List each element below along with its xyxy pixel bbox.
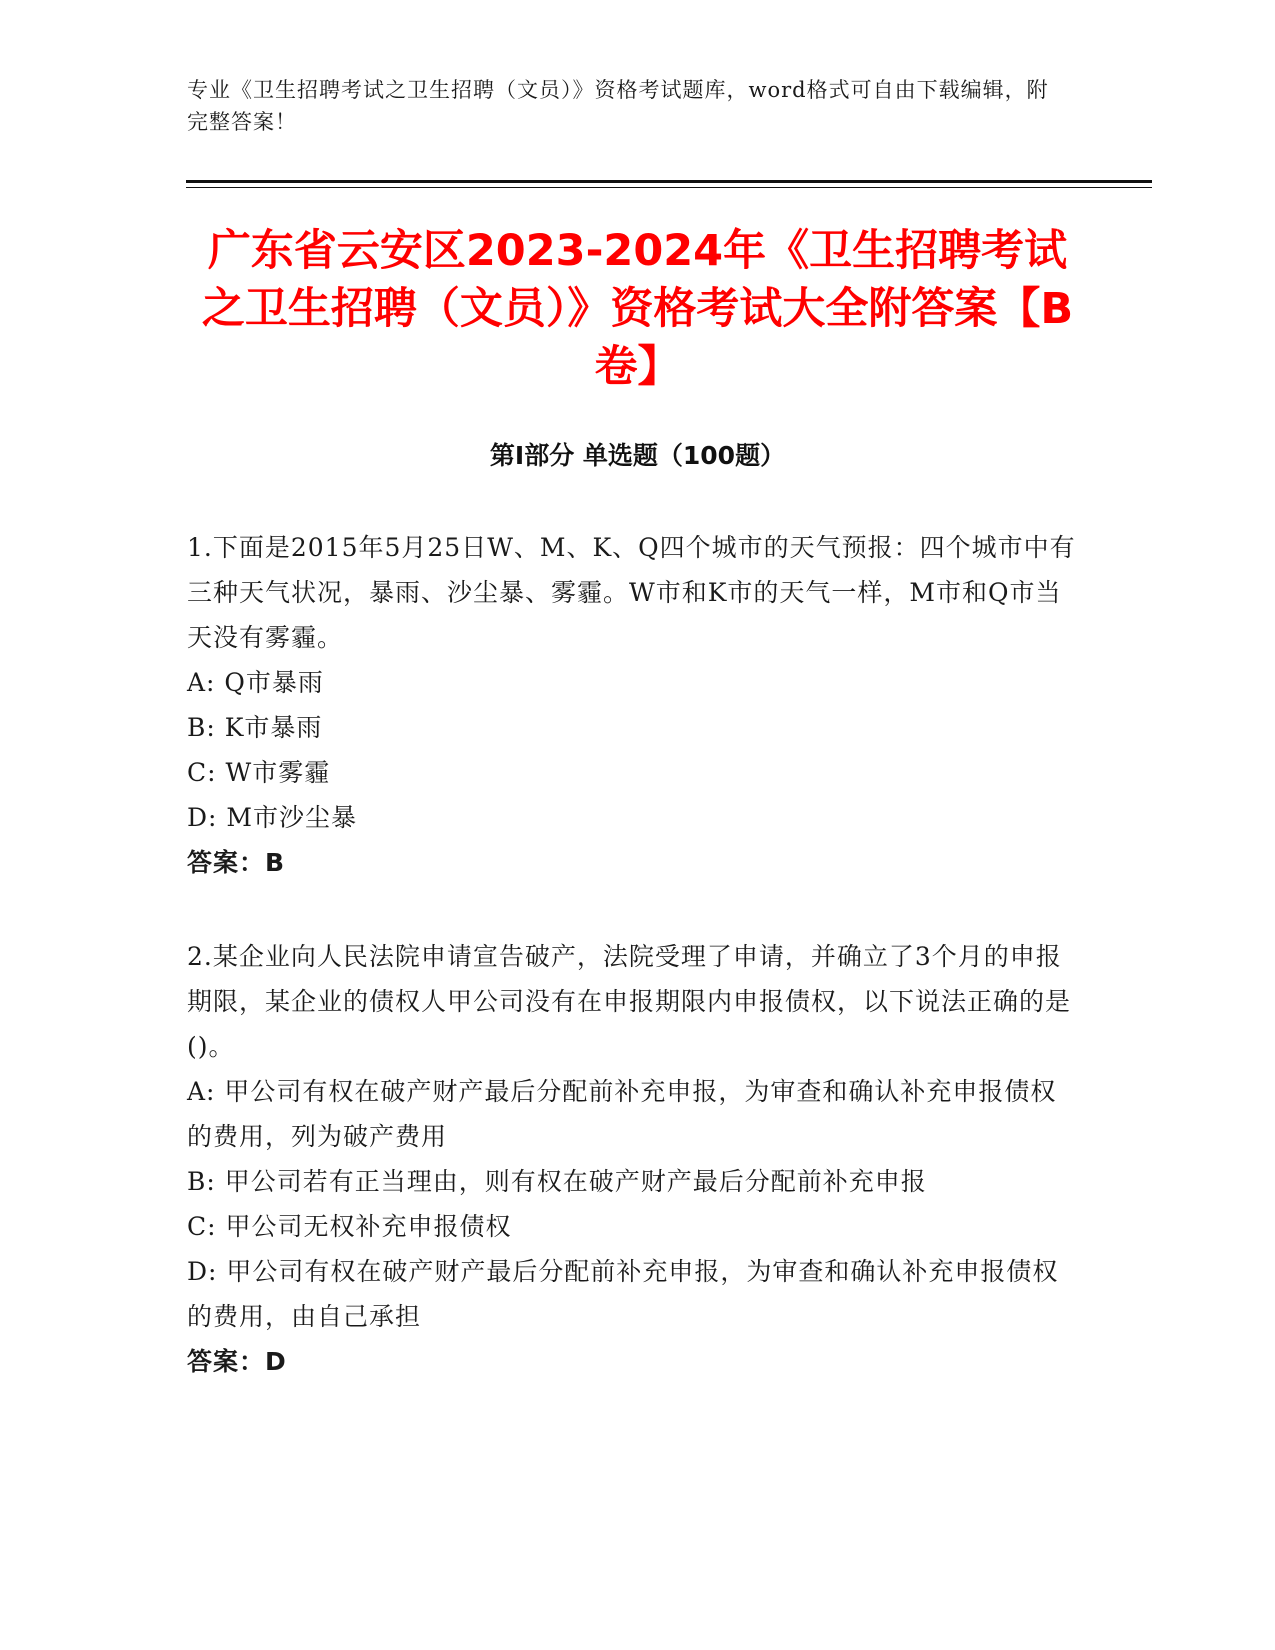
option-b: B: 甲公司若有正当理由，则有权在破产财产最后分配前补充申报 [187,1167,927,1196]
document-title: 广东省云安区2023-2024年《卫生招聘考试之卫生招聘（文员）》资格考试大全附答案【B卷】 [201,226,1074,392]
option-a: A: Q市暴雨 [187,668,324,697]
question-stem: 1.下面是2015年5月25日W、M、K、Q四个城市的天气预报：四个城市中有三种天气状况，暴雨、沙尘暴、雾霾。W市和K市的天气一样，M市和Q市当天没有雾霾。 [187,533,1076,652]
option-d: D: M市沙尘暴 [187,803,358,832]
answer: 答案：D [187,1347,287,1376]
option-d: D: 甲公司有权在破产财产最后分配前补充申报，为审查和确认补充申报债权的费用，由自己承担 [187,1257,1059,1331]
header-rule-thick [186,180,1152,183]
option-c: C: 甲公司无权补充申报债权 [187,1212,512,1241]
question-1 [187,525,1077,885]
section-heading: 第I部分 单选题（100题） [489,441,786,470]
question-stem: 2.某企业向人民法院申请宣告破产，法院受理了申请，并确立了3个月的申报期限，某企业的债权人甲公司没有在申报期限内申报债权，以下说法正确的是()。 [187,942,1072,1061]
header-note: 专业《卫生招聘考试之卫生招聘（文员）》资格考试题库，word格式可自由下载编辑，附完整答案！ [187,78,1049,134]
header-rule-thin [186,187,1152,188]
answer: 答案：B [187,848,286,877]
option-c: C: W市雾霾 [187,758,331,787]
option-a: A: 甲公司有权在破产财产最后分配前补充申报，为审查和确认补充申报债权的费用，列为破产费用 [187,1077,1057,1151]
option-b: B: K市暴雨 [187,713,323,742]
question-2 [187,934,1077,1384]
